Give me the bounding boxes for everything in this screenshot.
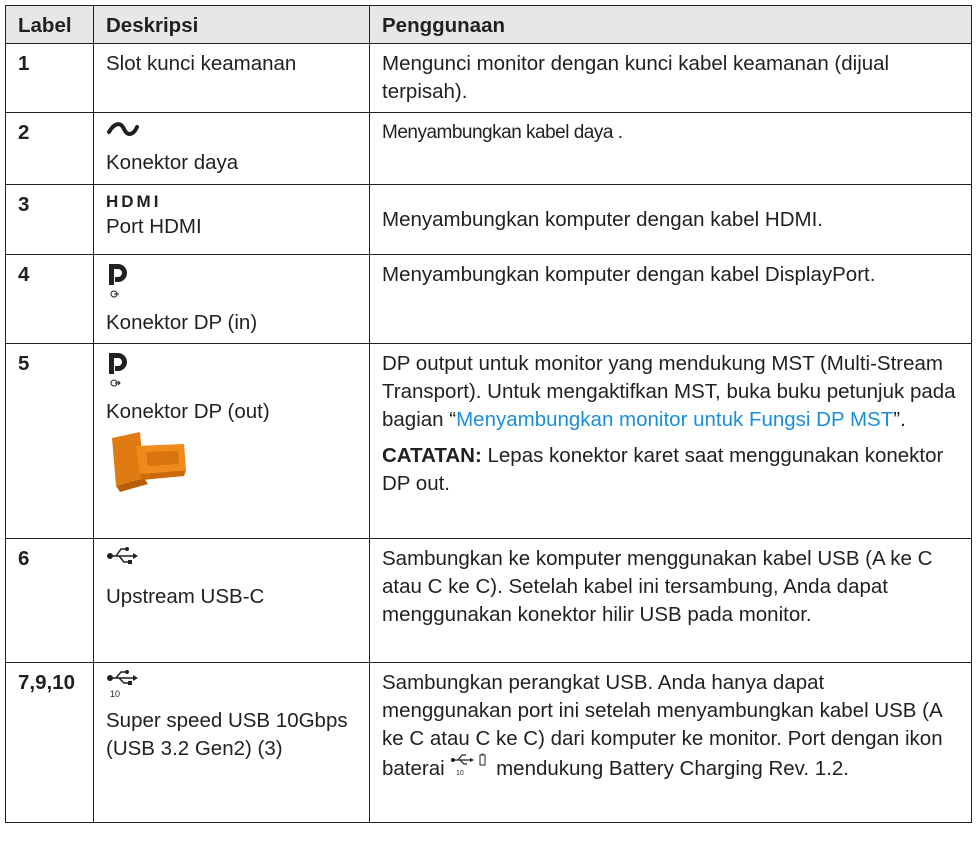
table-row [6, 663, 972, 823]
mst-section-link[interactable]: Menyambungkan monitor untuk Fungsi DP MST [456, 408, 894, 431]
rubber-dp-plug-image [106, 430, 357, 502]
svg-text:10: 10 [456, 770, 465, 777]
row-description: Upstream USB-C [106, 585, 265, 608]
table-row [6, 185, 972, 255]
row-usage-end: mendukung Battery Charging Rev. 1.2. [490, 757, 849, 780]
header-description: Deskripsi [94, 6, 370, 44]
usb-icon [106, 545, 357, 575]
row-usage: Menyambungkan komputer dengan kabel HDMI. [370, 185, 972, 255]
usb-battery-icon [450, 753, 490, 785]
row-description-cell [94, 539, 370, 663]
row-usage-end: ”. [893, 408, 906, 431]
row-description: Konektor DP (in) [106, 311, 258, 334]
note-label: CATATAN: [382, 444, 482, 467]
row-description-cell [94, 663, 370, 823]
row-usage: Mengunci monitor dengan kunci kabel keamanan (dijual terpisah). [370, 44, 972, 113]
table-header-row [6, 6, 972, 44]
note-text: Lepas konektor karet saat menggunakan konektor DP out. [382, 444, 944, 495]
row-description-cell [94, 185, 370, 255]
row-description-cell [94, 255, 370, 344]
row-description: Port HDMI [106, 215, 202, 238]
row-usage-cell [370, 344, 972, 539]
header-usage: Penggunaan [370, 6, 972, 44]
row-label: 1 [6, 44, 94, 113]
row-description: Konektor DP (out) [106, 400, 270, 423]
row-usage-cell [370, 663, 972, 823]
note [382, 442, 959, 498]
header-label: Label [6, 6, 94, 44]
table-row [6, 539, 972, 663]
row-label: 6 [6, 539, 94, 663]
connector-table [5, 5, 972, 823]
hdmi-logo-icon: HDMI [106, 192, 162, 211]
displayport-in-icon [106, 261, 357, 309]
displayport-out-icon [106, 350, 357, 398]
row-description: Slot kunci keamanan [94, 44, 370, 113]
row-description-cell [94, 344, 370, 539]
table-row [6, 344, 972, 539]
row-usage: DP output untuk monitor yang mendukung MST (Multi-Stream Transport). Untuk mengaktifkan MST, buka buku petunjuk pada bagian “ [382, 352, 956, 431]
table-row [6, 113, 972, 185]
row-description: Super speed USB 10Gbps (USB 3.2 Gen2) (3) [106, 709, 348, 760]
row-label: 2 [6, 113, 94, 185]
row-label: 3 [6, 185, 94, 255]
row-label: 7,9,10 [6, 663, 94, 823]
row-usage: Menyambungkan kabel daya . [370, 113, 972, 185]
table-row [6, 255, 972, 344]
row-description-cell [94, 113, 370, 185]
row-description: Konektor daya [106, 151, 239, 174]
usb-speed-label: 10 [110, 689, 121, 699]
ac-power-icon [106, 119, 357, 149]
row-usage: Sambungkan ke komputer menggunakan kabel USB (A ke C atau C ke C). Setelah kabel ini tersambung, Anda dapat menggunakan konektor hilir USB pada monitor. [370, 539, 972, 663]
usb-10-icon [106, 669, 357, 707]
row-usage: Sambungkan perangkat USB. Anda hanya dapat menggunakan port ini setelah menyambungkan kabel USB (A ke C atau C ke C) dari komputer ke monitor. Port dengan ikon baterai [382, 671, 943, 780]
table-row [6, 44, 972, 113]
row-label: 4 [6, 255, 94, 344]
row-label: 5 [6, 344, 94, 539]
row-usage: Menyambungkan komputer dengan kabel DisplayPort. [370, 255, 972, 344]
